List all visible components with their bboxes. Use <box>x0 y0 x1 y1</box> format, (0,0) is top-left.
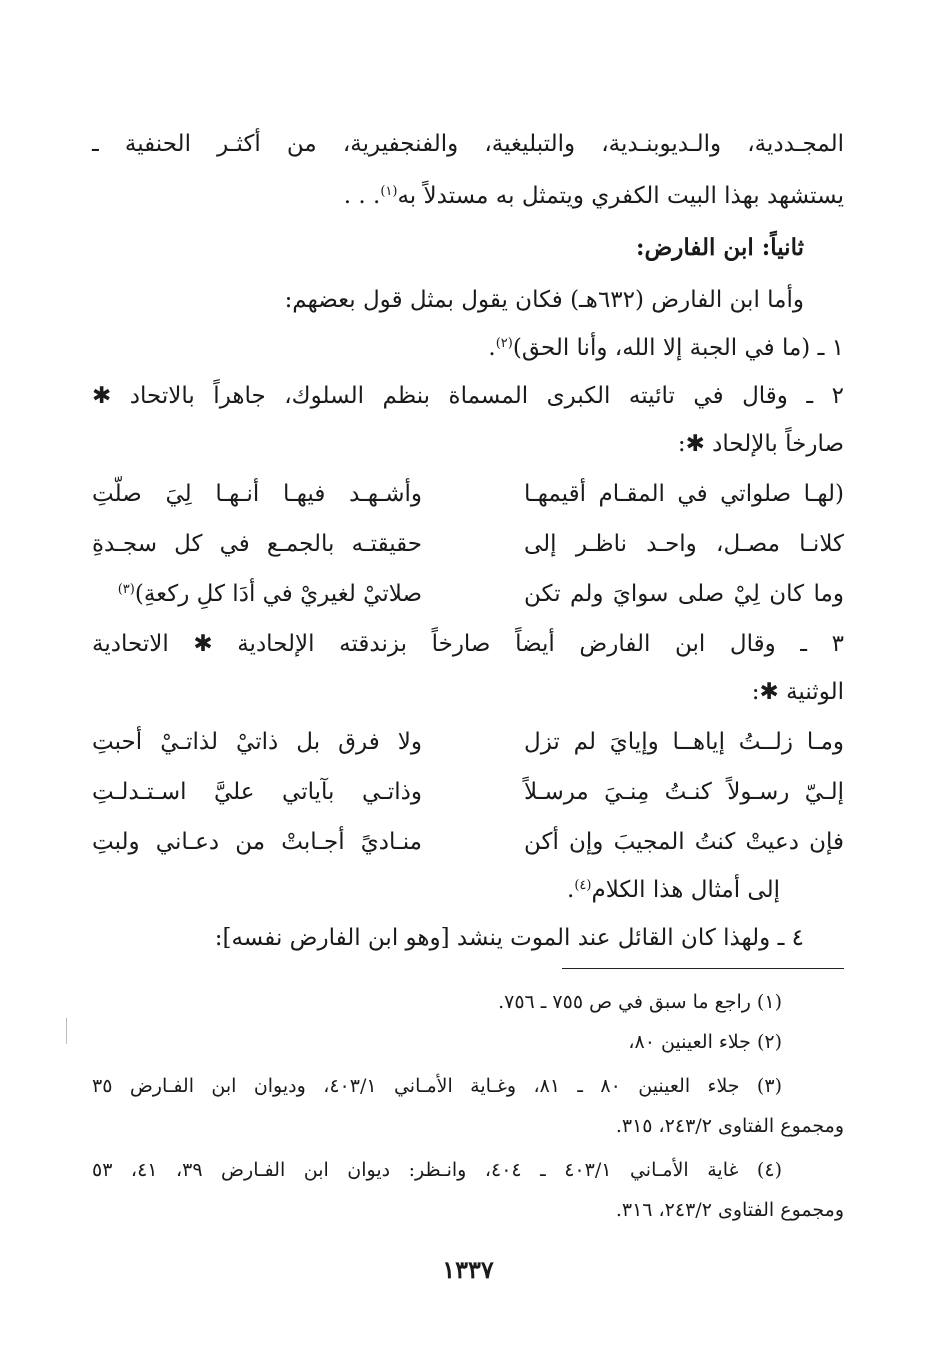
poem-verse <box>92 722 844 762</box>
paragraph-line: الوثنية ✱: <box>751 679 844 705</box>
text-span: ١ ـ (ما في الجبة إلا الله، وأنا الحق) <box>512 335 844 361</box>
text-span: يستشهد بهذا البيت الكفري ويتمثل به مستدلاً به <box>397 183 844 209</box>
poem-verse <box>92 822 844 862</box>
verse-first-hemistich: وما كان لِيْ صلى سوايَ ولم تكن <box>524 581 844 607</box>
paragraph-line <box>92 176 844 216</box>
verse-second-hemistich: حقيقتـه بالجمـع في كل سجـدةِ <box>92 531 422 557</box>
footnote-separator <box>562 968 844 969</box>
footnote-ref: (٢) <box>495 336 513 351</box>
ellipsis: . . . <box>343 183 381 209</box>
footnote-ref: (١) <box>380 184 398 199</box>
page-number: ١٣٣٧ <box>442 1255 494 1284</box>
paragraph-line: المجـددية، والـديوبنـدية، والتبليغية، والفنجفيرية، من أكثـر الحنفية ـ <box>92 131 844 157</box>
footnote: (٣) جلاء العينين ٨٠ ـ ٨١، وغـاية الأمـاني ٤٠٣/١، وديوان ابن الفـارض ٣٥ <box>92 1075 782 1097</box>
paragraph-line <box>28 870 780 910</box>
footnote: (٢) جلاء العينين ٨٠، <box>628 1031 782 1053</box>
footnote-continuation: ومجموع الفتاوى ٢٤٣/٢، ٣١٦. <box>615 1199 844 1221</box>
verse-second-hemistich: وأشـهـد فيهـا أنـهـا لِيَ صلّتِ <box>92 481 422 507</box>
footnote-continuation: ومجموع الفتاوى ٢٤٣/٢، ٣١٥. <box>615 1115 844 1137</box>
footnote-ref: (٣) <box>117 582 135 597</box>
poem-verse <box>92 524 844 564</box>
list-item <box>92 328 844 368</box>
list-item: ٤ ـ ولهذا كان القائل عند الموت ينشد [وهو ابن الفارض نفسه]: <box>214 925 804 951</box>
poem-verse <box>92 772 844 812</box>
scan-mark <box>66 1018 67 1044</box>
verse-second-hemistich <box>92 574 422 614</box>
section-heading: ثانياً: ابن الفارض: <box>635 234 804 261</box>
verse-first-hemistich: كلانـا مصـل، واحـد ناظـر إلى <box>524 531 844 557</box>
verse-second-hemistich: منـاديً أجـابتْ من دعـاني ولبتِ <box>92 829 422 855</box>
footnote-ref: (٤) <box>574 878 592 893</box>
poem-verse <box>92 474 844 514</box>
verse-second-hemistich: وذاتـي بآياتي عليَّ اسـتـدلـتِ <box>92 779 422 805</box>
poem-verse <box>92 574 844 614</box>
text-span: . <box>567 877 575 903</box>
verse-second-hemistich: ولا فرق بل ذاتيْ لذاتـيْ أحبتِ <box>92 729 422 755</box>
paragraph-line: صارخاً بالإلحاد ✱: <box>677 431 844 457</box>
list-item: ٢ ـ وقال في تائيته الكبرى المسماة بنظم السلوك، جاهراً بالاتحاد ✱ <box>92 383 844 409</box>
list-item: ٣ ـ وقال ابن الفارض أيضاً صارخاً بزندقته الإلحادية ✱ الاتحادية <box>92 631 844 657</box>
verse-first-hemistich: فإن دعيتْ كنتُ المجيبَ وإن أكن <box>524 829 844 855</box>
verse-first-hemistich: (لهـا صلواتي في المقـام أقيمهـا <box>524 481 844 507</box>
footnote: (٤) غاية الأمـاني ٤٠٣/١ ـ ٤٠٤، وانـظر: ديوان ابن الفـارض ٣٩، ٤١، ٥٣ <box>92 1159 782 1181</box>
paragraph-line: وأما ابن الفارض (٦٣٢هـ) فكان يقول بمثل قول بعضهم: <box>284 287 804 313</box>
verse-first-hemistich: ومـا زلــتُ إياهــا وإيايَ لم تزل <box>524 729 844 755</box>
text-span: إلى أمثال هذا الكلام <box>591 877 780 903</box>
text-span: صلاتيْ لغيريْ في أدَا كلِ ركعةِ) <box>134 581 422 607</box>
footnote: (١) راجع ما سبق في ص ٧٥٥ ـ ٧٥٦. <box>498 991 782 1013</box>
verse-first-hemistich: إلـيّ رسـولاً كنـتُ مِنـيَ مرسـلاً <box>524 779 844 805</box>
text-span: . <box>488 335 496 361</box>
